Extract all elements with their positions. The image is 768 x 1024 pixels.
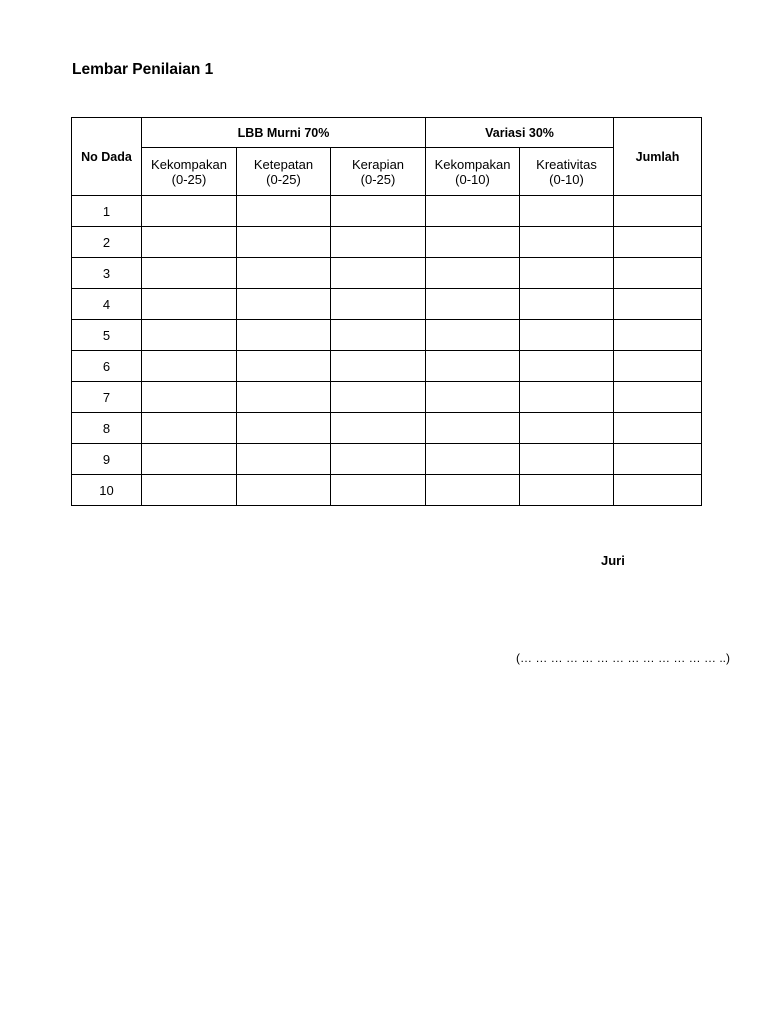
score-cell[interactable] (237, 258, 331, 289)
column-header-range: (0-10) (549, 171, 584, 187)
score-cell[interactable] (331, 475, 426, 506)
table-row (72, 382, 702, 413)
signature-line: (… … … … … … … … … … … … … ..) (516, 651, 731, 665)
score-cell[interactable] (520, 196, 614, 227)
column-header-ketepatan (237, 148, 331, 196)
column-header-range: (0-25) (171, 171, 207, 187)
score-cell[interactable] (331, 258, 426, 289)
table-row (72, 444, 702, 475)
variasi-header: Variasi 30% (426, 118, 614, 148)
jumlah-header: Jumlah (614, 118, 702, 196)
score-cell[interactable] (237, 227, 331, 258)
score-cell[interactable] (426, 258, 520, 289)
score-cell[interactable] (614, 444, 702, 475)
score-cell[interactable] (426, 289, 520, 320)
score-cell[interactable] (614, 320, 702, 351)
table-row (72, 258, 702, 289)
table-subheader-row (72, 148, 702, 196)
table-body (72, 196, 702, 506)
score-cell[interactable] (331, 196, 426, 227)
score-cell[interactable] (237, 320, 331, 351)
score-cell[interactable] (142, 196, 237, 227)
row-number: 1 (72, 196, 142, 227)
column-header-name: Kekompakan (434, 156, 511, 172)
row-number: 2 (72, 227, 142, 258)
score-cell[interactable] (614, 475, 702, 506)
score-cell[interactable] (237, 196, 331, 227)
column-header-range: (0-25) (360, 171, 396, 187)
score-cell[interactable] (426, 382, 520, 413)
score-cell[interactable] (331, 227, 426, 258)
column-header-range: (0-25) (266, 171, 301, 187)
table-row (72, 351, 702, 382)
score-cell[interactable] (237, 444, 331, 475)
score-cell[interactable] (520, 258, 614, 289)
column-header-kreativitas (520, 148, 614, 196)
column-header-name: Kreativitas (536, 156, 597, 172)
score-cell[interactable] (520, 351, 614, 382)
score-cell[interactable] (614, 258, 702, 289)
score-cell[interactable] (614, 351, 702, 382)
score-cell[interactable] (614, 382, 702, 413)
score-cell[interactable] (142, 227, 237, 258)
score-cell[interactable] (426, 475, 520, 506)
score-cell[interactable] (426, 444, 520, 475)
column-header-name: Kekompakan (151, 156, 227, 172)
table-row (72, 196, 702, 227)
row-number: 5 (72, 320, 142, 351)
score-cell[interactable] (331, 351, 426, 382)
score-cell[interactable] (520, 320, 614, 351)
column-header-kerapian (331, 148, 426, 196)
column-header-name: Kerapian (351, 156, 405, 172)
score-cell[interactable] (520, 289, 614, 320)
juri-label: Juri (601, 553, 625, 568)
score-cell[interactable] (614, 289, 702, 320)
score-cell[interactable] (142, 413, 237, 444)
table-row (72, 289, 702, 320)
row-number: 9 (72, 444, 142, 475)
score-cell[interactable] (614, 196, 702, 227)
score-cell[interactable] (520, 413, 614, 444)
table-group-header-row (72, 118, 702, 148)
table-row (72, 475, 702, 506)
score-cell[interactable] (142, 351, 237, 382)
score-cell[interactable] (331, 444, 426, 475)
score-cell[interactable] (426, 413, 520, 444)
score-cell[interactable] (237, 351, 331, 382)
column-header-kekompakan-lbb (142, 148, 237, 196)
score-cell[interactable] (331, 289, 426, 320)
score-cell[interactable] (142, 320, 237, 351)
score-table (71, 117, 702, 506)
score-cell[interactable] (331, 320, 426, 351)
score-cell[interactable] (426, 320, 520, 351)
row-number: 7 (72, 382, 142, 413)
score-cell[interactable] (520, 382, 614, 413)
row-number: 8 (72, 413, 142, 444)
score-cell[interactable] (142, 289, 237, 320)
score-cell[interactable] (520, 444, 614, 475)
score-cell[interactable] (142, 382, 237, 413)
row-number: 4 (72, 289, 142, 320)
table-row (72, 227, 702, 258)
score-cell[interactable] (142, 444, 237, 475)
no-dada-header: No Dada (72, 118, 142, 196)
row-number: 10 (72, 475, 142, 506)
table-row (72, 320, 702, 351)
score-cell[interactable] (614, 227, 702, 258)
score-cell[interactable] (520, 475, 614, 506)
score-cell[interactable] (237, 413, 331, 444)
score-cell[interactable] (331, 382, 426, 413)
column-header-kekompakan-variasi (426, 148, 520, 196)
score-cell[interactable] (426, 227, 520, 258)
score-cell[interactable] (142, 258, 237, 289)
score-cell[interactable] (331, 413, 426, 444)
row-number: 3 (72, 258, 142, 289)
score-cell[interactable] (237, 382, 331, 413)
score-cell[interactable] (426, 196, 520, 227)
row-number: 6 (72, 351, 142, 382)
score-cell[interactable] (142, 475, 237, 506)
score-cell[interactable] (237, 475, 331, 506)
score-cell[interactable] (426, 351, 520, 382)
lbb-murni-header: LBB Murni 70% (142, 118, 426, 148)
score-cell[interactable] (614, 413, 702, 444)
column-header-range: (0-10) (455, 171, 490, 187)
table-row (72, 413, 702, 444)
column-header-name: Ketepatan (253, 156, 314, 172)
page-title: Lembar Penilaian 1 (72, 61, 214, 78)
score-cell[interactable] (237, 289, 331, 320)
score-cell[interactable] (520, 227, 614, 258)
